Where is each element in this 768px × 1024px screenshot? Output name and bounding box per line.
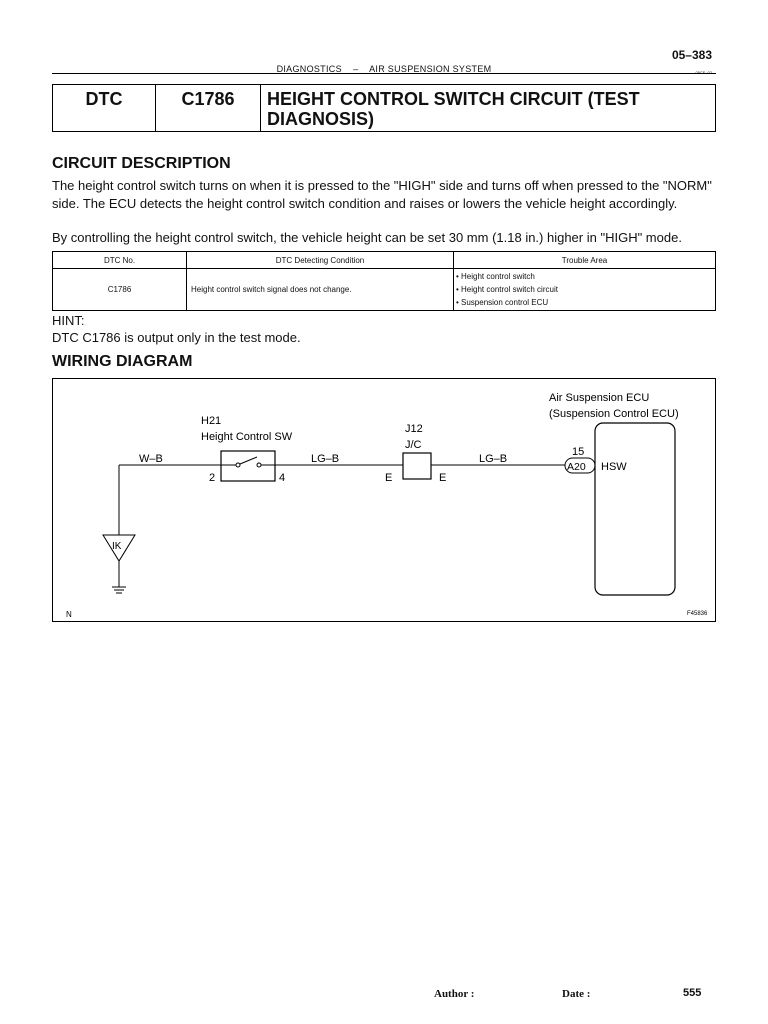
header-rule <box>52 73 716 74</box>
dtc-title: HEIGHT CONTROL SWITCH CIRCUIT (TEST DIAGNOSIS) <box>267 89 640 129</box>
table-header-condition: DTC Detecting Condition <box>187 252 454 269</box>
ground-label: IK <box>112 541 122 552</box>
switch-pin-4: 4 <box>279 472 286 484</box>
junction-connector-box <box>403 453 431 479</box>
trouble-area-item: • Height control switch circuit <box>456 285 558 294</box>
dtc-table <box>52 251 716 311</box>
table-header-trouble-area: Trouble Area <box>454 252 716 269</box>
table-cell-trouble-area <box>454 269 716 311</box>
diagram-corner-label: N <box>66 610 72 619</box>
trouble-area-item: • Suspension control ECU <box>456 298 549 307</box>
dtc-code: C1786 <box>156 85 261 131</box>
switch-name-label: Height Control SW <box>201 431 293 443</box>
table-cell-condition: Height control switch signal does not change. <box>187 269 454 311</box>
wiring-diagram <box>53 379 715 621</box>
switch-pin-2: 2 <box>209 472 216 484</box>
dtc-title-box <box>52 84 716 132</box>
circuit-description-heading: CIRCUIT DESCRIPTION <box>52 155 231 172</box>
jc-pin-left: E <box>385 472 393 484</box>
wire-label-lg-b-mid: LG–B <box>311 453 340 465</box>
hint-text: DTC C1786 is output only in the test mode. <box>52 330 301 345</box>
table-header-dtc-no: DTC No. <box>53 252 187 269</box>
dtc-label: DTC <box>53 85 156 131</box>
ecu-terminal-label: HSW <box>601 461 627 473</box>
ecu-connector-label: A20 <box>567 461 586 473</box>
footer-author-label: Author : <box>434 988 475 1000</box>
wiring-diagram-heading: WIRING DIAGRAM <box>52 353 193 370</box>
ecu-label-line-1: Air Suspension ECU <box>549 392 650 404</box>
wire-label-lg-b-right: LG–B <box>479 453 508 465</box>
jc-id-label: J12 <box>405 423 423 435</box>
wiring-diagram-frame <box>52 378 716 622</box>
switch-blade <box>240 457 257 464</box>
jc-name-label: J/C <box>405 439 422 451</box>
ecu-pin-number: 15 <box>572 446 585 458</box>
figure-id: F45836 <box>687 611 708 617</box>
switch-contact-right <box>257 463 261 467</box>
height-control-switch-box <box>221 451 275 481</box>
switch-id-label: H21 <box>201 415 222 427</box>
small-code: 05CF–02 <box>695 70 712 75</box>
jc-pin-right: E <box>439 472 447 484</box>
ecu-label-line-2: (Suspension Control ECU) <box>549 408 679 420</box>
trouble-area-item: • Height control switch <box>456 272 535 281</box>
footer-page-number: 555 <box>683 987 702 999</box>
circuit-description-paragraph-1: The height control switch turns on when it is pressed to the "HIGH" side and turns off when pressed to the "NORM" side. The ECU detects the height control switch condition and raises or lowers the vehicle height accordingly. <box>52 178 712 211</box>
circuit-description-paragraph-2: By controlling the height control switch, the vehicle height can be set 30 mm (1.18 in.) higher in "HIGH" mode. <box>52 230 682 245</box>
footer-date-label: Date : <box>562 988 591 1000</box>
page-code: 05–383 <box>671 48 712 62</box>
wire-label-w-b: W–B <box>139 453 163 465</box>
running-head: DIAGNOSTICS – AIR SUSPENSION SYSTEM <box>276 64 492 74</box>
hint-label: HINT: <box>52 313 85 328</box>
ecu-body <box>595 423 675 595</box>
switch-contact-left <box>236 463 240 467</box>
table-cell-dtc-no: C1786 <box>53 269 187 311</box>
